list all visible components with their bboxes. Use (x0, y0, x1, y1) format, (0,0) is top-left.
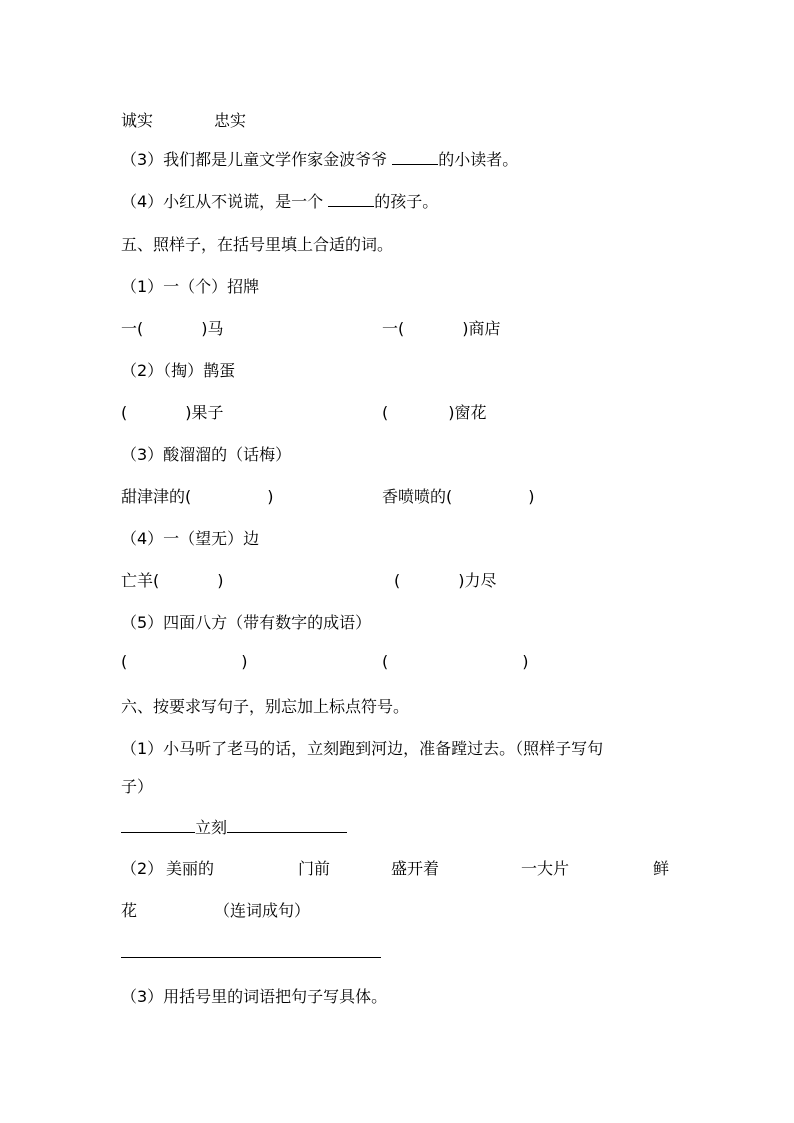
example-3: （3）酸溜溜的（话梅） (121, 445, 292, 464)
ex2-item-1: ( )果子 (121, 403, 224, 422)
q2-word-1: 美丽的 (166, 859, 215, 878)
sentence-4-blank[interactable] (328, 190, 374, 207)
q2-word-5: 鲜 (653, 859, 670, 878)
q2-note: （连词成句） (214, 901, 311, 920)
q2-word-3: 盛开着 (391, 859, 440, 878)
sentence-4 (121, 190, 438, 213)
word-chengshi: 诚实 (121, 111, 154, 130)
q3-instruction: （3）用括号里的词语把句子写具体。 (121, 987, 388, 1006)
ex3-item-2: 香喷喷的( ) (382, 487, 535, 506)
sentence-4-after: 的孩子。 (374, 192, 439, 211)
sentence-3-blank[interactable] (392, 148, 438, 165)
example-1: （1）一（个）招牌 (121, 277, 260, 296)
q1-blank-after[interactable] (227, 816, 347, 833)
q1-blank-before[interactable] (121, 816, 195, 833)
ex5-item-1: ( ) (121, 652, 248, 671)
ex3-item-1: 甜津津的( ) (121, 487, 274, 506)
ex5-item-2: ( ) (382, 652, 529, 671)
sentence-3 (121, 148, 518, 171)
example-4: （4）一（望无）边 (121, 529, 260, 548)
ex1-item-2: 一( )商店 (382, 319, 501, 338)
section-5-heading: 五、照样子，在括号里填上合适的词。 (121, 235, 394, 254)
q2-word-4: 一大片 (521, 859, 570, 878)
section-6-heading: 六、按要求写句子，别忘加上标点符号。 (121, 697, 410, 716)
q1-instruction-line2: 子） (121, 777, 154, 796)
ex1-item-1: 一( )马 (121, 319, 224, 338)
sentence-3-before: （3）我们都是儿童文学作家金波爷爷 (121, 150, 393, 169)
sentence-3-after: 的小读者。 (438, 150, 519, 169)
word-zhongshi: 忠实 (214, 111, 247, 130)
ex2-item-2: ( )窗花 (382, 403, 487, 422)
q2-label: （2） (121, 859, 164, 878)
ex4-item-2: ( )力尽 (394, 571, 497, 590)
sentence-4-before: （4）小红从不说谎，是一个 (121, 192, 329, 211)
q2-word-2: 门前 (298, 859, 331, 878)
q2-word-6: 花 (121, 901, 138, 920)
q2-answer-line[interactable] (121, 957, 381, 958)
q1-instruction-line1: （1）小马听了老马的话，立刻跑到河边，准备蹚过去。（照样子写句 (121, 739, 604, 758)
q1-mid-word: 立刻 (195, 818, 228, 837)
q1-answer-line (121, 816, 347, 839)
example-5: （5）四面八方（带有数字的成语） (121, 613, 372, 632)
ex4-item-1: 亡羊( ) (121, 571, 224, 590)
example-2: （2）（掏）鹊蛋 (121, 361, 236, 380)
